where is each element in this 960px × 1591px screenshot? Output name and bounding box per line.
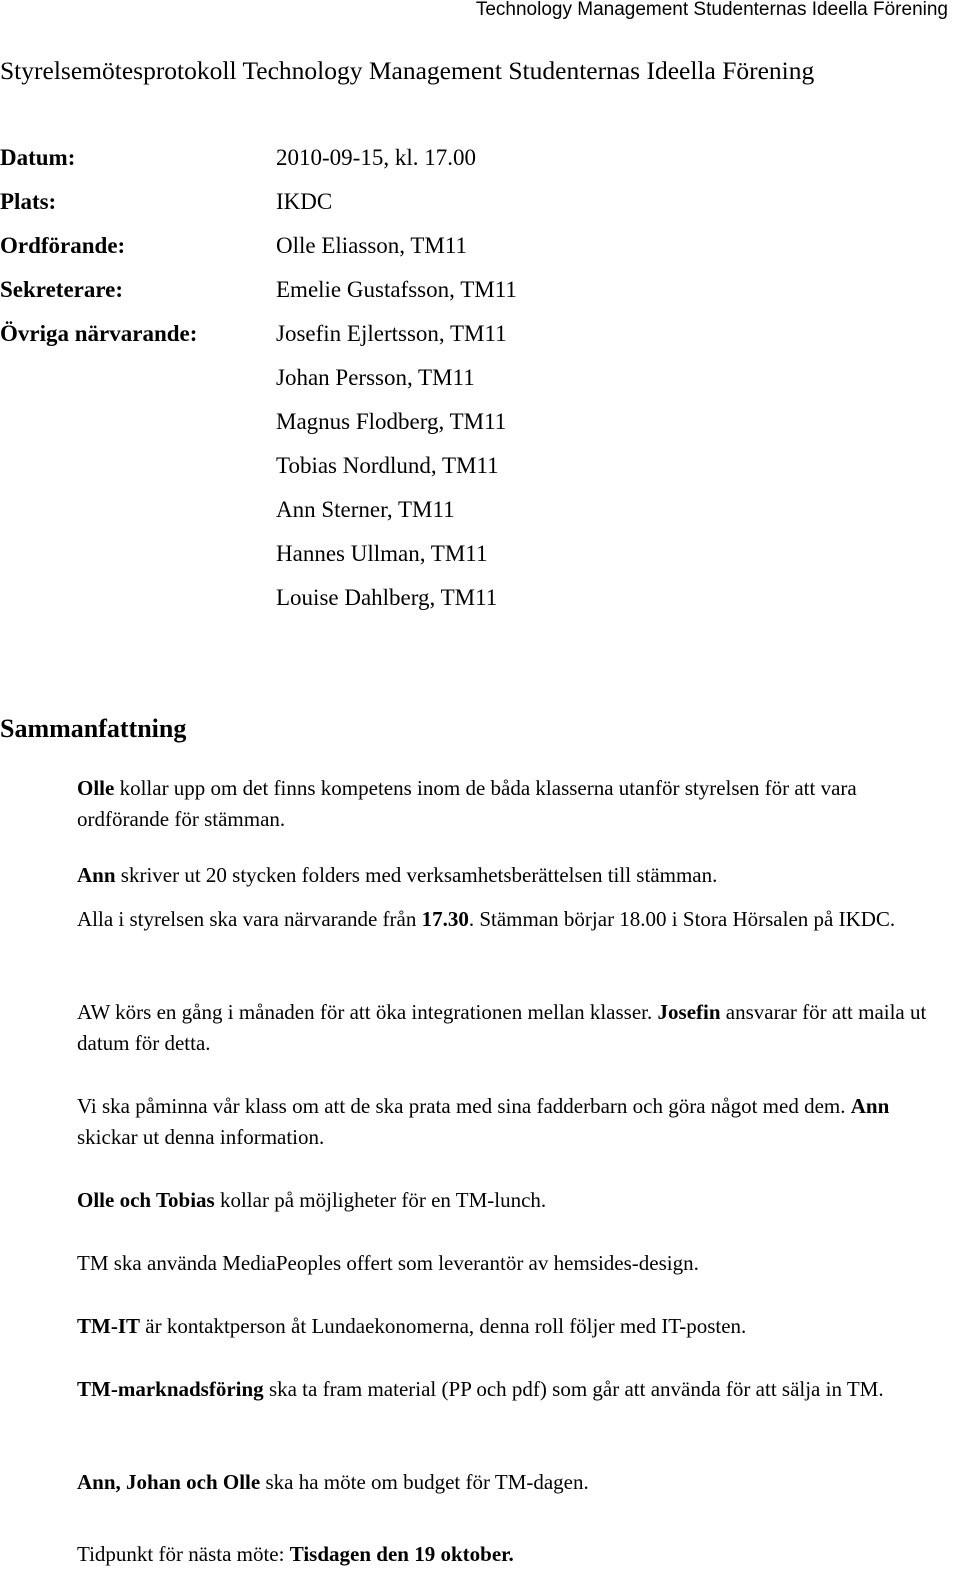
summary-heading: Sammanfattning	[0, 714, 187, 743]
paragraph-text: skriver ut 20 stycken folders med verksamhetsberättelsen till stämman.	[115, 863, 718, 887]
summary-paragraph	[77, 773, 947, 835]
summary-paragraph	[77, 1467, 947, 1498]
responsible-name: Ann, Johan och Olle	[77, 1470, 261, 1494]
summary-paragraph	[77, 904, 947, 935]
paragraph-text: Vi ska påminna vår klass om att de ska prata med sina fadderbarn och göra något med dem.	[77, 1094, 851, 1118]
document-title: Styrelsemötesprotokoll Technology Management Studenternas Ideella Förening	[0, 56, 815, 85]
place-label: Plats:	[0, 189, 57, 214]
attendee-name: Josefin Ejlertsson, TM11	[276, 321, 507, 346]
date-value: 2010-09-15, kl. 17.00	[276, 145, 476, 170]
attendee-name: Magnus Flodberg, TM11	[276, 409, 507, 434]
summary-paragraph	[77, 1311, 947, 1342]
summary-paragraph	[77, 860, 947, 891]
attendee-name: Louise Dahlberg, TM11	[276, 585, 498, 610]
date-label: Datum:	[0, 145, 76, 170]
paragraph-text: AW körs en gång i månaden för att öka integrationen mellan klasser.	[77, 1000, 658, 1024]
paragraph-text: ska ha möte om budget för TM-dagen.	[260, 1470, 589, 1494]
attendee-name: Tobias Nordlund, TM11	[276, 453, 499, 478]
paragraph-text: TM ska använda MediaPeoples offert som leverantör av hemsides-design.	[77, 1251, 699, 1275]
paragraph-text: skickar ut denna information.	[77, 1125, 325, 1149]
running-header: Technology Management Studenternas Ideella Förening	[475, 0, 948, 20]
summary-paragraph	[77, 1248, 947, 1279]
responsible-name: Josefin	[657, 1000, 721, 1024]
paragraph-text: ska ta fram material (PP och pdf) som går att använda för att sälja in TM.	[263, 1377, 884, 1401]
emphasis-time: 17.30	[421, 907, 469, 931]
attendee-name: Hannes Ullman, TM11	[276, 541, 488, 566]
paragraph-text: är kontaktperson åt Lundaekonomerna, denna roll följer med IT-posten.	[140, 1314, 747, 1338]
paragraph-text: Tidpunkt för nästa möte:	[77, 1542, 290, 1566]
next-meeting-date: Tisdagen den 19 oktober.	[289, 1542, 514, 1566]
summary-paragraph	[77, 1185, 947, 1216]
chair-value: Olle Eliasson, TM11	[276, 233, 468, 258]
summary-paragraph	[77, 1374, 947, 1405]
paragraph-text: ansvarar för att maila ut datum för detta.	[77, 1000, 927, 1055]
paragraph-text: kollar upp om det finns kompetens inom de båda klasserna utanför styrelsen för att vara ordförande för stämman.	[77, 776, 857, 831]
attendee-name: Johan Persson, TM11	[276, 365, 475, 390]
next-meeting	[77, 1539, 947, 1570]
paragraph-text: Alla i styrelsen ska vara närvarande från	[77, 907, 422, 931]
secretary-value: Emelie Gustafsson, TM11	[276, 277, 517, 302]
paragraph-text: . Stämman börjar 18.00 i Stora Hörsalen på IKDC.	[468, 907, 896, 931]
responsible-name: Olle och Tobias	[77, 1188, 215, 1212]
attendee-name: Ann Sterner, TM11	[276, 497, 455, 522]
responsible-name: Olle	[77, 776, 115, 800]
others-label: Övriga närvarande:	[0, 321, 198, 346]
chair-label: Ordförande:	[0, 233, 126, 258]
responsible-name: Ann	[850, 1094, 890, 1118]
place-value: IKDC	[276, 189, 333, 214]
paragraph-text: kollar på möjligheter för en TM-lunch.	[214, 1188, 547, 1212]
secretary-label: Sekreterare:	[0, 277, 124, 302]
summary-paragraph	[77, 997, 947, 1059]
responsible-name: Ann	[77, 863, 116, 887]
summary-paragraph	[77, 1091, 947, 1153]
responsible-name: TM-marknadsföring	[77, 1377, 264, 1401]
responsible-name: TM-IT	[77, 1314, 140, 1338]
